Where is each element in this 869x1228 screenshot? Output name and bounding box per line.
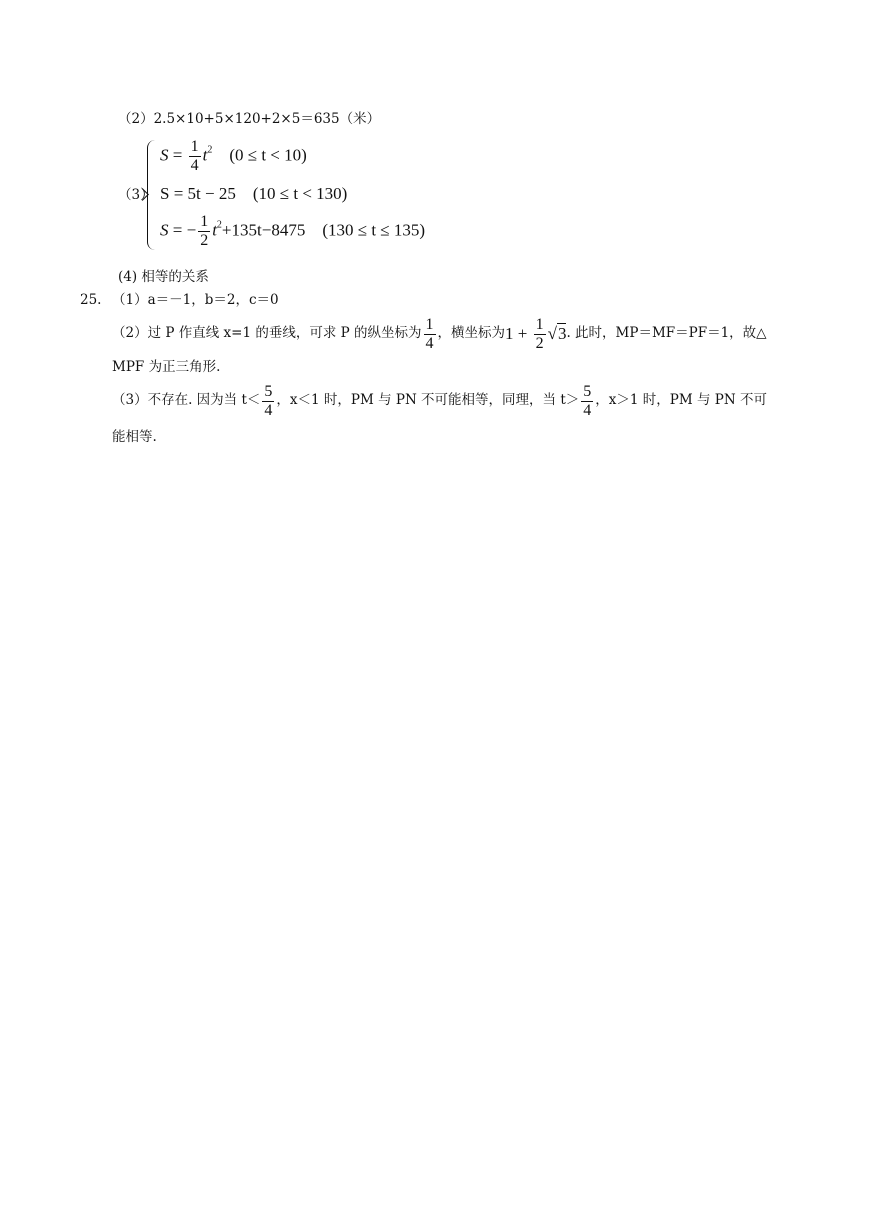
q24-part2: （2）2.5×10+5×120+2×5＝635（米） (118, 111, 381, 127)
q25-part2 (112, 311, 767, 356)
q25-part2-continuation: MPF 为正三角形. (112, 359, 221, 375)
x-coordinate-expr: 1 + $\frac{1}{2}$ √3 (505, 316, 567, 353)
q25-part3-text2: ，x＜1 时，PM 与 PN 不可能相等，同理，当 t＞ (276, 392, 580, 408)
piecewise-brace (147, 140, 158, 250)
q25-part1: （1）a＝－1，b＝2，c＝0 (112, 292, 279, 308)
q25-part2-text1: （2）过 P 作直线 x=1 的垂线，可求 P 的纵坐标为 (112, 325, 422, 341)
fraction-one-quarter: $\frac{1}{4}$ (190, 138, 199, 174)
case3-tail: +135t−8475 (221, 220, 306, 240)
q24-part4: (4) 相等的关系 (118, 269, 209, 285)
q25-part3-continuation: 能相等. (112, 429, 157, 445)
case2-expr: S = 5t − 25 (160, 184, 236, 203)
q25-number: 25. (80, 292, 102, 308)
fraction-five-quarters: $\frac{5}{4}$ (264, 383, 273, 420)
fraction-one-quarter: $\frac{1}{4}$ (425, 316, 434, 353)
case1-range: (0 ≤ t < 10) (229, 145, 307, 165)
q25-part3-text1: （3）不存在. 因为当 t＜ (112, 392, 261, 408)
q25-part3 (112, 378, 767, 423)
case2-range: (10 ≤ t < 130) (252, 184, 348, 203)
q25-part2-text2: ，横坐标为 (437, 325, 506, 341)
q25-part3-text3: ，x＞1 时，PM 与 PN 不可 (595, 392, 767, 408)
piecewise-case-1: S = $\frac{1}{4}$ $t^2$ (0 ≤ t < 10) (160, 138, 307, 174)
piecewise-case-3: S = − $\frac{1}{2}$ $t^2+135t-8475$ (130 ≤ t ≤ 135) (160, 213, 426, 249)
case3-range: (130 ≤ t ≤ 135) (322, 220, 426, 240)
fraction-five-quarters: $\frac{5}{4}$ (583, 383, 592, 420)
q24-part3-label: （3） (118, 187, 154, 203)
fraction-one-half: $\frac{1}{2}$ (200, 213, 209, 249)
piecewise-case-2 (160, 184, 347, 204)
q25-part2-text3: . 此时，MP＝MF＝PF＝1，故△ (566, 325, 767, 341)
